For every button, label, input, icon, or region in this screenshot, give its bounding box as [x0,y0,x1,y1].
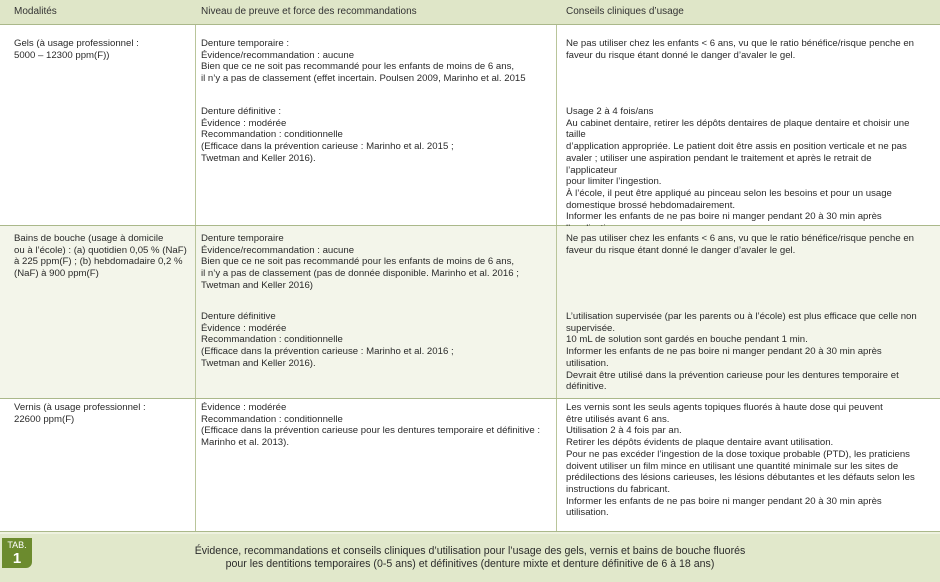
conseil-bains-temporaire: Ne pas utiliser chez les enfants < 6 ans, vu que le ratio bénéfice/risque penche en faveur du risque étant donné le danger d’avaler le gel. [566,233,914,256]
niveau-gels-temporaire: Denture temporaire : Évidence/recommandation : aucune Bien que ce ne soit pas recommandé pour les enfants de moins de 6 ans, il n’y a pas de classement (effet incertain. Poulsen 2009, Marinho et al. 2015 [201,38,526,85]
conseil-gels-temporaire: Ne pas utiliser chez les enfants < 6 ans, vu que le ratio bénéfice/risque penche en faveur du risque étant donné le danger d’avaler le gel. [566,38,914,61]
header-modalites: Modalités [14,6,57,17]
niveau-gels-definitive: Denture définitive : Évidence : modérée Recommandation : conditionnelle (Efficace dans la prévention carieuse : Marinho et al. 2015 ; Twetman and Keller 2016). [201,106,454,164]
conseil-bains-definitive: L’utilisation supervisée (par les parents ou à l’école) est plus efficace que celle non supervisée. 10 mL de solution sont gardés en bouche pendant 1 min. Informer les enfants de ne pas boire ni manger pendant 20 à 30 min après utilisation. Devrait être utilisé dans la prévention carieuse pour les dentures temporaire et définitive. [566,311,917,393]
table-header [0,0,940,25]
niveau-bains-definitive: Denture définitive Évidence : modérée Recommandation : conditionnelle (Efficace dans la prévention carieuse : Marinho et al. 2016 ; Twetman and Keller 2016). [201,311,454,369]
badge-number: 1 [12,550,22,567]
modalite-gels: Gels (à usage professionnel : 5000 – 12300 ppm(F)) [14,38,139,61]
header-conseils: Conseils cliniques d’usage [566,6,684,17]
badge-label: TAB. [7,540,27,550]
niveau-vernis: Évidence : modérée Recommandation : conditionnelle (Efficace dans la prévention carieuse pour les dentures temporaire et définitive : Marinho et al. 2013). [201,402,540,449]
modalite-bains: Bains de bouche (usage à domicile ou à l’école) : (a) quotidien 0,05 % (NaF) à 225 ppm(F) ; (b) hebdomadaire 0,2 % (NaF) à 900 ppm(F) [14,233,187,280]
table-number-badge [2,538,32,568]
table-row-vernis [0,399,940,532]
modalite-vernis: Vernis (à usage professionnel : 22600 ppm(F) [14,402,146,425]
table-row-bains-de-bouche [0,226,940,399]
conseil-gels-definitive: Usage 2 à 4 fois/ans Au cabinet dentaire, retirer les dépôts dentaires de plaque dentaire et choisir une taille d’application appropriée. Le patient doit être assis en position verticale et ne pas avaler ; utiliser une aspiration pendant le traitement et après le retrait de l’applicateur pour limiter l’ingestion. À l’école, il peut être appliqué au pinceau selon les besoins et pour un usage domestique brossé hebdomadairement. Informer les enfants de ne pas boire ni manger pendant 20 à 30 min après [566,106,910,223]
table-caption: Évidence, recommandations et conseils cliniques d’utilisation pour l’usage des gels, vernis et bains de bouche fluorés pour les dentitions temporaires (0-5 ans) et définitives (denture mixte et denture définitive de 6 à 18 ans) [194,545,746,570]
header-niveau-preuve: Niveau de preuve et force des recommandations [201,6,417,17]
niveau-bains-temporaire: Denture temporaire Évidence/recommandation : aucune Bien que ce ne soit pas recommandé pour les enfants de moins de 6 ans, il n’y a pas de classement (pas de donnée disponible. Marinho et al. 2016 ; Twetman and Keller 2016) [201,233,519,291]
conseil-vernis: Les vernis sont les seuls agents topiques fluorés à haute dose qui peuvent être utilisés avant 6 ans. Utilisation 2 à 4 fois par an. Retirer les dépôts évidents de plaque dentaire avant utilisation. Pour ne pas excéder l’ingestion de la dose toxique probable (PTD), les praticiens doivent utiliser un film mince en utilisant une quantité minimale sur les sites de prédilections des lésions carieuses, les lésions débutantes et les défauts selon les instructions du fabricant. Informer les enfants de ne pas boire ni manger pendant 20 à 30 min après utilisation. [566,402,915,519]
table-row-gels [0,25,940,226]
